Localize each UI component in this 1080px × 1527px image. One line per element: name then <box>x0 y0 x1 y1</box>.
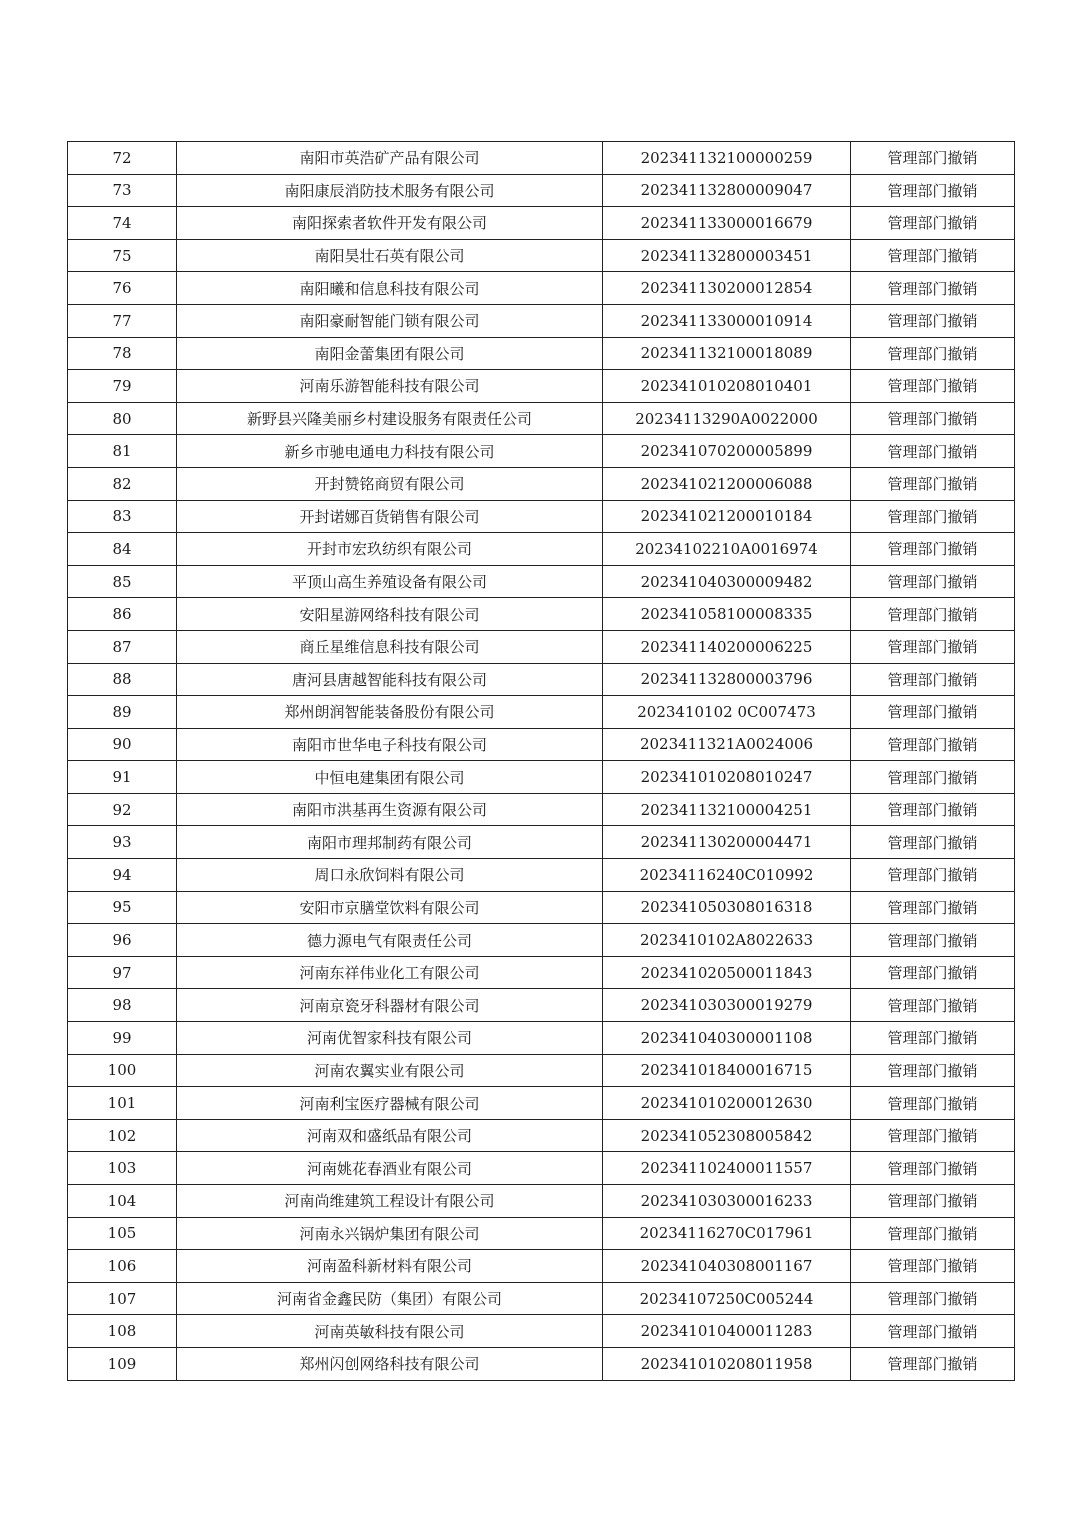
cell-company-name: 安阳星游网络科技有限公司 <box>177 598 603 631</box>
cell-company-name: 开封诺娜百货销售有限公司 <box>177 500 603 533</box>
cell-registration-code: 202341130200012854 <box>603 272 851 305</box>
cell-company-name: 郑州闪创网络科技有限公司 <box>177 1347 603 1380</box>
cell-company-name: 周口永欣饲料有限公司 <box>177 859 603 892</box>
cell-registration-code: 202341132800003796 <box>603 663 851 696</box>
table-row <box>68 696 1015 729</box>
cell-reason: 管理部门撤销 <box>851 337 1015 370</box>
table-row <box>68 1152 1015 1185</box>
cell-company-name: 南阳市理邦制药有限公司 <box>177 826 603 859</box>
cell-number: 84 <box>68 533 177 566</box>
cell-reason: 管理部门撤销 <box>851 1347 1015 1380</box>
cell-number: 83 <box>68 500 177 533</box>
table-row <box>68 272 1015 305</box>
cell-company-name: 南阳康辰消防技术服务有限公司 <box>177 174 603 207</box>
cell-registration-code: 202341050308016318 <box>603 891 851 924</box>
cell-company-name: 平顶山高生养殖设备有限公司 <box>177 565 603 598</box>
cell-number: 105 <box>68 1217 177 1250</box>
cell-number: 88 <box>68 663 177 696</box>
table-row <box>68 1022 1015 1055</box>
table-row <box>68 1315 1015 1348</box>
cell-number: 76 <box>68 272 177 305</box>
cell-number: 101 <box>68 1087 177 1120</box>
cell-number: 100 <box>68 1054 177 1087</box>
cell-registration-code: 202341040300001108 <box>603 1022 851 1055</box>
cell-registration-code: 202341030300019279 <box>603 989 851 1022</box>
cell-number: 90 <box>68 728 177 761</box>
cell-number: 86 <box>68 598 177 631</box>
cell-company-name: 河南乐游智能科技有限公司 <box>177 370 603 403</box>
cell-reason: 管理部门撤销 <box>851 370 1015 403</box>
cell-reason: 管理部门撤销 <box>851 174 1015 207</box>
cell-reason: 管理部门撤销 <box>851 1087 1015 1120</box>
cell-registration-code: 202341133000010914 <box>603 304 851 337</box>
cell-company-name: 河南尚维建筑工程设计有限公司 <box>177 1185 603 1218</box>
cell-company-name: 河南农翼实业有限公司 <box>177 1054 603 1087</box>
cell-number: 81 <box>68 435 177 468</box>
cell-number: 103 <box>68 1152 177 1185</box>
table-row <box>68 1282 1015 1315</box>
cell-reason: 管理部门撤销 <box>851 1185 1015 1218</box>
cell-registration-code: 202341010200012630 <box>603 1087 851 1120</box>
table-row <box>68 598 1015 631</box>
cell-company-name: 河南盈科新材料有限公司 <box>177 1250 603 1283</box>
table-row <box>68 142 1015 175</box>
table-row <box>68 989 1015 1022</box>
cell-number: 97 <box>68 956 177 989</box>
cell-registration-code: 202341132100018089 <box>603 337 851 370</box>
cell-number: 94 <box>68 859 177 892</box>
cell-registration-code: 202341010208010401 <box>603 370 851 403</box>
cell-number: 79 <box>68 370 177 403</box>
cell-reason: 管理部门撤销 <box>851 467 1015 500</box>
cell-registration-code: 202341052308005842 <box>603 1119 851 1152</box>
cell-reason: 管理部门撤销 <box>851 239 1015 272</box>
cell-company-name: 南阳豪耐智能门锁有限公司 <box>177 304 603 337</box>
cell-registration-code: 202341018400016715 <box>603 1054 851 1087</box>
cell-registration-code: 20234116270C017961 <box>603 1217 851 1250</box>
cell-company-name: 河南永兴锅炉集团有限公司 <box>177 1217 603 1250</box>
cell-number: 102 <box>68 1119 177 1152</box>
cell-registration-code: 202341058100008335 <box>603 598 851 631</box>
table-row <box>68 924 1015 957</box>
cell-number: 109 <box>68 1347 177 1380</box>
cell-registration-code: 20234113290A0022000 <box>603 402 851 435</box>
cell-registration-code: 202341010208010247 <box>603 761 851 794</box>
cell-reason: 管理部门撤销 <box>851 402 1015 435</box>
cell-reason: 管理部门撤销 <box>851 728 1015 761</box>
table-row <box>68 304 1015 337</box>
cell-registration-code: 202341140200006225 <box>603 630 851 663</box>
cell-registration-code: 202341030300016233 <box>603 1185 851 1218</box>
cell-company-name: 安阳市京膳堂饮料有限公司 <box>177 891 603 924</box>
cell-registration-code: 202341021200010184 <box>603 500 851 533</box>
cell-number: 108 <box>68 1315 177 1348</box>
table-row <box>68 500 1015 533</box>
cell-reason: 管理部门撤销 <box>851 1152 1015 1185</box>
cell-registration-code: 202341132100004251 <box>603 793 851 826</box>
cell-company-name: 河南利宝医疗器械有限公司 <box>177 1087 603 1120</box>
cell-reason: 管理部门撤销 <box>851 1217 1015 1250</box>
revocation-table <box>67 141 1015 1381</box>
cell-reason: 管理部门撤销 <box>851 859 1015 892</box>
cell-number: 74 <box>68 207 177 240</box>
cell-number: 98 <box>68 989 177 1022</box>
cell-number: 107 <box>68 1282 177 1315</box>
table-row <box>68 435 1015 468</box>
cell-reason: 管理部门撤销 <box>851 1022 1015 1055</box>
cell-reason: 管理部门撤销 <box>851 826 1015 859</box>
cell-reason: 管理部门撤销 <box>851 272 1015 305</box>
cell-reason: 管理部门撤销 <box>851 696 1015 729</box>
cell-company-name: 开封赞铭商贸有限公司 <box>177 467 603 500</box>
cell-number: 87 <box>68 630 177 663</box>
table-row <box>68 402 1015 435</box>
cell-company-name: 南阳市英浩矿产品有限公司 <box>177 142 603 175</box>
cell-registration-code: 202341132800003451 <box>603 239 851 272</box>
cell-reason: 管理部门撤销 <box>851 924 1015 957</box>
cell-registration-code: 202341130200004471 <box>603 826 851 859</box>
cell-registration-code: 202341010208011958 <box>603 1347 851 1380</box>
cell-company-name: 新乡市驰电通电力科技有限公司 <box>177 435 603 468</box>
table-row <box>68 1250 1015 1283</box>
table-row <box>68 1185 1015 1218</box>
cell-company-name: 新野县兴隆美丽乡村建设服务有限责任公司 <box>177 402 603 435</box>
cell-company-name: 南阳金蕾集团有限公司 <box>177 337 603 370</box>
cell-number: 78 <box>68 337 177 370</box>
cell-number: 72 <box>68 142 177 175</box>
cell-number: 93 <box>68 826 177 859</box>
cell-number: 75 <box>68 239 177 272</box>
table-body <box>68 142 1015 1381</box>
cell-reason: 管理部门撤销 <box>851 891 1015 924</box>
cell-company-name: 中恒电建集团有限公司 <box>177 761 603 794</box>
cell-reason: 管理部门撤销 <box>851 663 1015 696</box>
cell-registration-code: 202341020500011843 <box>603 956 851 989</box>
cell-number: 95 <box>68 891 177 924</box>
table-row <box>68 793 1015 826</box>
cell-reason: 管理部门撤销 <box>851 956 1015 989</box>
cell-reason: 管理部门撤销 <box>851 989 1015 1022</box>
cell-number: 80 <box>68 402 177 435</box>
cell-registration-code: 2023411321A0024006 <box>603 728 851 761</box>
cell-registration-code: 202341132100000259 <box>603 142 851 175</box>
cell-number: 91 <box>68 761 177 794</box>
table-row <box>68 239 1015 272</box>
table-row <box>68 1054 1015 1087</box>
cell-number: 77 <box>68 304 177 337</box>
cell-company-name: 唐河县唐越智能科技有限公司 <box>177 663 603 696</box>
table-row <box>68 728 1015 761</box>
table-row <box>68 1119 1015 1152</box>
cell-number: 106 <box>68 1250 177 1283</box>
cell-reason: 管理部门撤销 <box>851 1250 1015 1283</box>
table-row <box>68 370 1015 403</box>
cell-reason: 管理部门撤销 <box>851 565 1015 598</box>
table-row <box>68 859 1015 892</box>
table-row <box>68 826 1015 859</box>
cell-reason: 管理部门撤销 <box>851 793 1015 826</box>
cell-registration-code: 2023410102A8022633 <box>603 924 851 957</box>
table-row <box>68 337 1015 370</box>
cell-number: 99 <box>68 1022 177 1055</box>
cell-registration-code: 20234107250C005244 <box>603 1282 851 1315</box>
cell-number: 85 <box>68 565 177 598</box>
table-row <box>68 1347 1015 1380</box>
cell-registration-code: 202341070200005899 <box>603 435 851 468</box>
cell-reason: 管理部门撤销 <box>851 533 1015 566</box>
cell-reason: 管理部门撤销 <box>851 1315 1015 1348</box>
cell-company-name: 南阳昊壮石英有限公司 <box>177 239 603 272</box>
cell-registration-code: 202341102400011557 <box>603 1152 851 1185</box>
cell-reason: 管理部门撤销 <box>851 1054 1015 1087</box>
cell-reason: 管理部门撤销 <box>851 1119 1015 1152</box>
cell-number: 104 <box>68 1185 177 1218</box>
table-row <box>68 174 1015 207</box>
cell-company-name: 开封市宏玖纺织有限公司 <box>177 533 603 566</box>
cell-company-name: 河南省金鑫民防（集团）有限公司 <box>177 1282 603 1315</box>
cell-number: 89 <box>68 696 177 729</box>
cell-company-name: 南阳市洪基再生资源有限公司 <box>177 793 603 826</box>
cell-reason: 管理部门撤销 <box>851 500 1015 533</box>
cell-registration-code: 202341040308001167 <box>603 1250 851 1283</box>
cell-company-name: 河南姚花春酒业有限公司 <box>177 1152 603 1185</box>
table-row <box>68 467 1015 500</box>
cell-registration-code: 20234116240C010992 <box>603 859 851 892</box>
cell-registration-code: 202341010400011283 <box>603 1315 851 1348</box>
cell-reason: 管理部门撤销 <box>851 598 1015 631</box>
cell-company-name: 河南优智家科技有限公司 <box>177 1022 603 1055</box>
cell-company-name: 德力源电气有限责任公司 <box>177 924 603 957</box>
cell-registration-code: 2023410102 0C007473 <box>603 696 851 729</box>
cell-company-name: 河南京瓷牙科器材有限公司 <box>177 989 603 1022</box>
cell-reason: 管理部门撤销 <box>851 630 1015 663</box>
table-row <box>68 630 1015 663</box>
cell-registration-code: 202341021200006088 <box>603 467 851 500</box>
table-row <box>68 761 1015 794</box>
cell-company-name: 商丘星维信息科技有限公司 <box>177 630 603 663</box>
cell-registration-code: 20234102210A0016974 <box>603 533 851 566</box>
cell-reason: 管理部门撤销 <box>851 207 1015 240</box>
cell-reason: 管理部门撤销 <box>851 142 1015 175</box>
cell-number: 82 <box>68 467 177 500</box>
cell-number: 96 <box>68 924 177 957</box>
cell-company-name: 河南东祥伟业化工有限公司 <box>177 956 603 989</box>
cell-reason: 管理部门撤销 <box>851 304 1015 337</box>
cell-reason: 管理部门撤销 <box>851 761 1015 794</box>
cell-registration-code: 202341040300009482 <box>603 565 851 598</box>
cell-company-name: 南阳探索者软件开发有限公司 <box>177 207 603 240</box>
table-row <box>68 565 1015 598</box>
cell-company-name: 郑州朗润智能装备股份有限公司 <box>177 696 603 729</box>
cell-number: 73 <box>68 174 177 207</box>
table-row <box>68 207 1015 240</box>
cell-company-name: 河南英敏科技有限公司 <box>177 1315 603 1348</box>
table-row <box>68 533 1015 566</box>
cell-number: 92 <box>68 793 177 826</box>
table-row <box>68 1217 1015 1250</box>
table-row <box>68 956 1015 989</box>
cell-company-name: 南阳曦和信息科技有限公司 <box>177 272 603 305</box>
cell-reason: 管理部门撤销 <box>851 435 1015 468</box>
cell-company-name: 南阳市世华电子科技有限公司 <box>177 728 603 761</box>
cell-registration-code: 202341133000016679 <box>603 207 851 240</box>
table-row <box>68 891 1015 924</box>
table-row <box>68 1087 1015 1120</box>
cell-registration-code: 202341132800009047 <box>603 174 851 207</box>
cell-company-name: 河南双和盛纸品有限公司 <box>177 1119 603 1152</box>
table-row <box>68 663 1015 696</box>
cell-reason: 管理部门撤销 <box>851 1282 1015 1315</box>
